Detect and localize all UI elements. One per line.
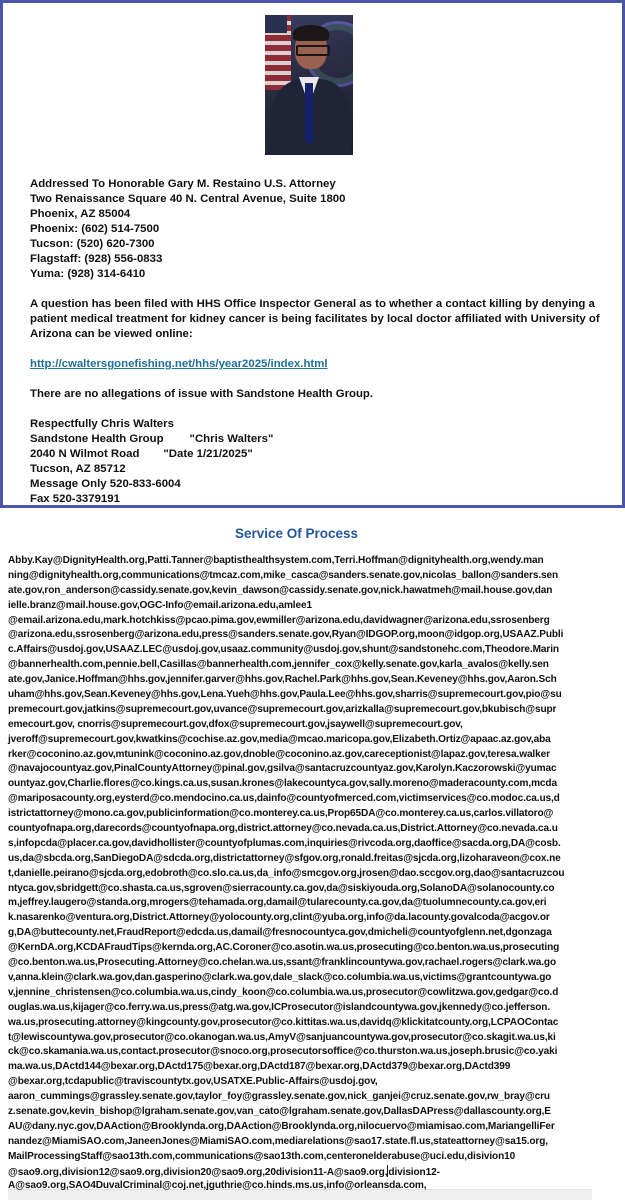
letter-body <box>30 177 610 507</box>
email-line-text: @email.arizona.edu,mark.hotchkiss@pcao.pima.gov,ewmiller@arizona.edu,davidwagner@arizona.edu,ssrosenberg <box>8 614 550 626</box>
email-line-text: c.Affairs@usdoj.gov,USAAZ.LEC@usdoj.gov,usaaz.community@usdoj.gov,shunt@sandstonehc.com,Theodore.Marin <box>8 644 559 656</box>
email-line-text: ate.gov,Janice.Hoffman@hhs.gov,jennifer.garver@hhs.gov,Rachel.Park@hhs.gov,Sean.Keveney@hhs.gov,Aaron.Sch <box>8 674 557 686</box>
email-line-text: AU@dany.nyc.gov,DAAction@Brooklynda.org,DAAction@Brooklynda.org,nilocuervo@miamisao.com,MariangelliFer <box>8 1120 555 1132</box>
email-list-line <box>8 673 608 688</box>
signature-street: 2040 N Wilmot Road <box>30 448 140 460</box>
address-line: Two Renaissance Square 40 N. Central Avenue, Suite 1800 <box>30 193 346 205</box>
email-line-text: v,anna.klein@clark.wa.gov,dan.gasperino@clark.wa.gov,dale_slack@co.columbia.wa.us,victims@grantcountywa.go <box>8 971 552 983</box>
signature-org: Sandstone Health Group <box>30 433 164 445</box>
email-line-text: aaron_cummings@grassley.senate.gov,taylor_foy@grassley.senate.gov,nick_ganjei@cruz.senate.gov,rw_bray@cru <box>8 1091 550 1103</box>
phone-flagstaff: Flagstaff: (928) 556-0833 <box>30 253 163 265</box>
email-line-text: @KernDA.org,KCDAFraudTips@kernda.org,AC.Coroner@co.asotin.wa.us,prosecuting@co.benton.wa.us,prosecuting <box>8 942 560 954</box>
tie-graphic <box>305 83 313 143</box>
email-list-line <box>8 584 608 599</box>
email-list-line <box>8 837 608 852</box>
email-line-text: @navajocountyaz.gov,PinalCountyAttorney@pinal.gov,gsilva@santacruzcountyaz.gov,Karolyn.Kaczorowski@yumac <box>8 763 557 775</box>
email-list-line <box>8 867 608 882</box>
email-list-line <box>8 569 608 584</box>
email-line-text: A@sao9.org,SAO4DuvalCriminal@coj.net,jguthrie@co.hinds.ms.us,info@orleansda.com, <box>8 1180 427 1192</box>
signature-fax: Fax 520-3379191 <box>30 493 120 505</box>
closing-text: Respectfully Chris Walters <box>30 418 174 430</box>
signature-city: Tucson, AZ 85712 <box>30 463 126 475</box>
phone-yuma: Yuma: (928) 314-6410 <box>30 268 146 280</box>
email-line-text: @mariposacounty.org,eysterd@co.mendocino.ca.us,dainfo@countyofmerced.com,victimservices@co.modoc.ca.us,d <box>8 793 560 805</box>
email-list-line <box>8 1179 608 1194</box>
hair-graphic <box>293 25 329 41</box>
email-line-text: ning@dignityhealth.org,communications@tmcaz.com,mike_casca@sanders.senate.gov,nicolas_ballon@sanders.sen <box>8 569 559 581</box>
email-line-text: m,jeffrey.laugero@standa.org,mrogers@tehamada.org,damail@tularecounty.ca.gov,da@tuolumnecounty.ca.gov,eri <box>8 897 547 909</box>
phone-tucson: Tucson: (520) 620-7300 <box>30 238 155 250</box>
email-line-text: us,da@sbcda.org,SanDiegoDA@sdcda.org,districtattorney@sfgov.org,ronald.freitas@sjcda.org,lizoharaveon@cox.ne <box>8 852 561 864</box>
email-line-text: Abby.Kay@DignityHealth.org,Patti.Tanner@baptisthealthsystem.com,Terri.Hoffman@dignityhealth.org,wendy.man <box>8 555 544 566</box>
email-line-text: istrictattorney@mono.ca.gov,publicinformation@co.monterey.ca.us,Prop65DA@co.monterey.ca.us,carlos.villatoro@ <box>8 808 554 820</box>
glasses-graphic <box>296 45 330 56</box>
email-list-line <box>8 599 608 614</box>
email-list-line <box>8 703 608 718</box>
email-list-line <box>8 1045 608 1060</box>
email-list-line <box>8 852 608 867</box>
email-line-text: nandez@MiamiSAO.com,JaneenJones@MiamiSAO.com,mediarelations@sao17.state.fl.us,stateattorney@sa15.org, <box>8 1135 548 1147</box>
email-line-text: uham@hhs.gov,Sean.Keveney@hhs.gov,Lena.Yueh@hhs.gov,Paula.Lee@hhs.gov,sharris@supremecourt.gov,pio@su <box>8 689 562 701</box>
email-line-tail: division12- <box>388 1166 440 1178</box>
email-list-line <box>8 822 608 837</box>
email-list-line <box>8 956 608 971</box>
email-line-text: countyofnapa.org,darecords@countyofnapa.org,district.attorney@co.nevada.ca.us,District.Attorney@co.nevada.ca.u <box>8 823 558 835</box>
email-list-line <box>8 911 608 926</box>
signed-name: "Chris Walters" <box>189 433 274 445</box>
email-list-line <box>8 688 608 703</box>
email-list-line <box>8 941 608 956</box>
email-line-text: ma.wa.us,DActd144@bexar.org,DActd175@bexar.org,DActd187@bexar.org,DActd379@bexar.org,DActd399 <box>8 1061 511 1073</box>
email-line-text: @sao9.org,division12@sao9.org,division20@sao9.org,20division11-A@sao9.org, <box>8 1166 388 1178</box>
email-line-text: ountyaz.gov,Charlie.flores@co.kings.ca.us,susan.krones@lakecountyca.gov,sally.moreno@maderacounty.com,mcda <box>8 778 557 790</box>
portrait-image <box>265 15 353 155</box>
phone-phoenix: Phoenix: (602) 514-7500 <box>30 223 160 235</box>
email-list-line <box>8 718 608 733</box>
flag-canton-graphic <box>265 15 287 33</box>
email-list-line <box>8 1031 608 1046</box>
email-list-line <box>8 1075 608 1090</box>
service-of-process-title: Service Of Process <box>234 526 359 541</box>
email-line-text: ate.gov,ron_anderson@cassidy.senate.gov,kevin_dawson@cassidy.senate.gov,nick.hawatmeh@mail.house.gov,dan <box>8 584 553 596</box>
email-line-text: @co.benton.wa.us,Prosecuting.Attorney@co.chelan.wa.us,ssant@franklincountywa.gov,rachael.rogers@clark.wa.go <box>8 957 556 969</box>
email-list-line <box>8 748 608 763</box>
email-list-line <box>8 792 608 807</box>
signature-message-phone: Message Only 520-833-6004 <box>30 478 181 490</box>
email-list-line <box>8 643 608 658</box>
email-line-text: rker@coconino.az.gov,mtunink@coconino.az.gov,dnoble@coconino.az.gov,careceptionist@lapaz.gov,teresa.walker <box>8 748 550 760</box>
email-line-text: ck@co.skamania.wa.us,contact.prosecutor@snoco.org,prosecutorsoffice@co.thurston.wa.us,joseph.brusic@co.yaki <box>8 1046 558 1058</box>
letter-box <box>0 0 625 508</box>
email-list-line <box>8 777 608 792</box>
email-list-line <box>8 926 608 941</box>
statement-text: There are no allegations of issue with Sandstone Health Group. <box>30 388 374 400</box>
hhs-report-link[interactable]: http://cwaltersgonefishing.net/hhs/year2025/index.html <box>30 358 328 370</box>
email-list-line <box>8 614 608 629</box>
email-list-line <box>8 1016 608 1031</box>
email-list-line <box>8 658 608 673</box>
email-line-text: @arizona.edu,ssrosenberg@arizona.edu,press@sanders.senate.gov,Ryan@IDGOP.org,moon@idgop.org,USAAZ.Publi <box>8 629 564 641</box>
signature-date: "Date 1/21/2025" <box>163 448 253 460</box>
email-list-line <box>8 1090 608 1105</box>
email-line-text: ntyca.gov,sbridgett@co.shasta.ca.us,sgroven@sierracounty.ca.gov,da@siskiyouda.org,SolanoDA@solanocounty.co <box>8 882 555 894</box>
address-line: Addressed To Honorable Gary M. Restaino U.S. Attorney <box>30 178 336 190</box>
email-list-line <box>8 1001 608 1016</box>
email-line-text: MailProcessingStaff@sao13th.com,communications@sao13th.com,centeronelderabuse@uci.edu,disivion10 <box>8 1150 516 1162</box>
email-line-text: z.senate.gov,kevin_bishop@lgraham.senate.gov,van_cato@lgraham.senate.gov,DallasDAPress@dallascounty.org,E <box>8 1105 551 1117</box>
email-line-text: ouglas.wa.us,kijager@co.ferry.wa.us,press@atg.wa.gov,ICProsecutor@islandcountywa.gov,jkennedy@co.jefferson. <box>8 1001 551 1013</box>
email-list-line <box>8 1060 608 1075</box>
body-paragraph: A question has been filed with HHS Office Inspector General as to whether a contact killing by denying a patient medical treatment for kidney cancer is being facilitates by local doctor affiliated with University of Arizona can be viewed online: <box>30 298 600 340</box>
email-line-text: wa.us,prosecuting.attorney@kingcounty.gov,prosecutor@co.kittitas.wa.us,davidq@klickitatcounty.org,LCPAOContac <box>8 1016 559 1028</box>
email-line-text: ielle.branz@mail.house.gov,OGC-Info@email.arizona.edu,amlee1 <box>8 599 312 611</box>
email-line-text: @bexar.org,tcdapublic@traviscountytx.gov,USATXE.Public-Affairs@usdoj.gov, <box>8 1076 378 1088</box>
email-list-line <box>8 1105 608 1120</box>
email-list-line <box>8 628 608 643</box>
email-line-text: t,danielle.peirano@sjcda.org,edobroth@co.slo.ca.us,da_info@smcgov.org,jrosen@dao.sccgov.org,dao@santacruzcou <box>8 867 565 879</box>
email-list-line <box>8 1165 608 1180</box>
email-line-text: emecourt.gov, cnorris@supremecourt.gov,dfox@supremecourt.gov,jsaywell@supremecourt.gov, <box>8 718 463 730</box>
email-list-line <box>8 1120 608 1135</box>
email-list-line <box>8 762 608 777</box>
email-list-line <box>8 1135 608 1150</box>
email-list-line <box>8 807 608 822</box>
email-list-line <box>8 896 608 911</box>
email-list-line <box>8 971 608 986</box>
address-block <box>30 177 610 282</box>
service-email-list[interactable] <box>8 554 608 1194</box>
email-line-text: s,infopcda@placer.ca.gov,davidhollister@countyofplumas.com,inquiries@rivcoda.org,daoffice@sacda.org,DA@cosb. <box>8 837 561 849</box>
signature-block <box>30 417 610 507</box>
email-line-text: jveroff@supremecourt.gov,kwatkins@cochise.az.gov,media@mcao.maricopa.gov,Elizabeth.Ortiz@apaac.az.gov,aba <box>8 733 551 745</box>
email-line-text: k.nasarenko@ventura.org,District.Attorney@yolocounty.org,clint@yuba.org,info@da.lacounty.govalcoda@acgov.or <box>8 912 550 924</box>
email-list-line <box>8 986 608 1001</box>
email-line-text: t@lewiscountywa.gov,prosecutor@co.okanogan.wa.us,AmyV@sanjuancountywa.gov,prosecutor@co.skagit.wa.us,ki <box>8 1031 556 1043</box>
email-list-line <box>8 733 608 748</box>
email-list-line <box>8 554 608 569</box>
email-line-text: g,DA@buttecounty.net,FraudReport@edcda.us,damail@fresnocountyca.gov,dmicheli@countyofglenn.net,dgonzaga <box>8 927 552 939</box>
email-line-text: @bannerhealth.com,pennie.bell,Casillas@bannerhealth.com,jennifer_cox@kelly.senate.gov,karla_avalos@kelly.sen <box>8 659 549 671</box>
email-list-line <box>8 1150 608 1165</box>
email-line-text: premecourt.gov,jatkins@supremecourt.gov,uvance@supremecourt.gov,arizkalla@supremecourt.gov,bkubisch@supr <box>8 703 557 715</box>
email-list-line <box>8 882 608 897</box>
email-line-text: v,jennine_christensen@co.columbia.wa.us,cindy_koon@co.columbia.wa.us,prosecutor@cowlitzwa.gov,gedgar@co.d <box>8 986 559 998</box>
address-line: Phoenix, AZ 85004 <box>30 208 131 220</box>
